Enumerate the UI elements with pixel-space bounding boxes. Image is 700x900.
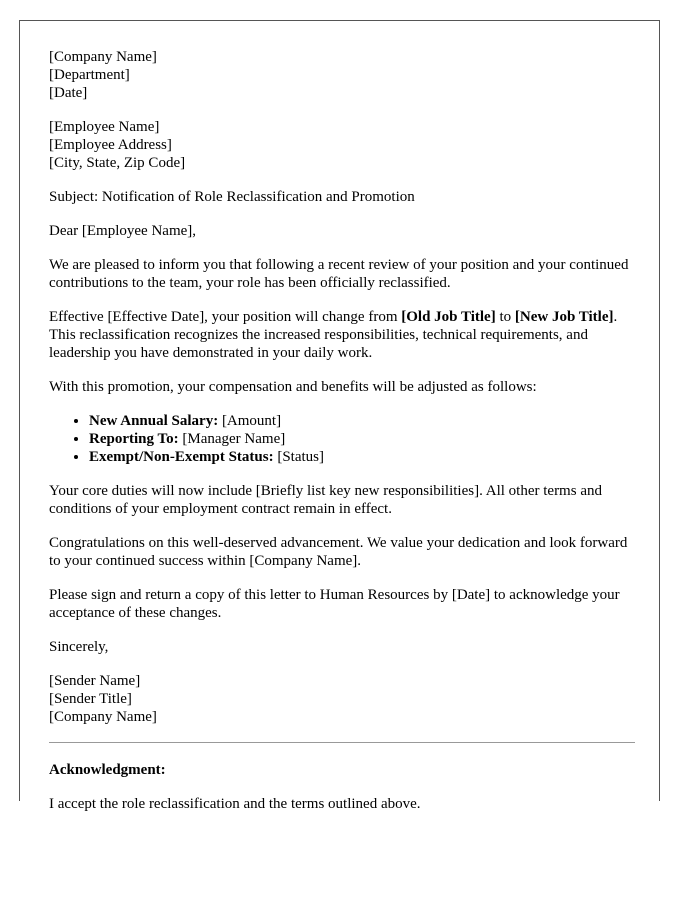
term-value: [Status] [273, 449, 325, 465]
letter-date: [Date] [49, 85, 88, 101]
letter-content [49, 48, 635, 829]
old-job-title: [Old Job Title] [401, 309, 496, 325]
signature-company: [Company Name] [49, 709, 157, 725]
intro-paragraph: We are pleased to inform you that following a recent review of your position and your continued contributions to the team, your role has been officially reclassified. [49, 257, 629, 291]
recipient-address [49, 118, 635, 172]
divider-wrap [49, 742, 635, 743]
effective-text-1: Effective [Effective Date], your position will change from [49, 309, 402, 325]
recipient-name: [Employee Name] [49, 119, 160, 135]
sender-company: [Company Name] [49, 49, 157, 65]
term-label: New Annual Salary: [89, 413, 219, 429]
term-value: [Amount] [218, 413, 282, 429]
subject-line: Subject: Notification of Role Reclassification and Promotion [49, 189, 415, 205]
sender-header [49, 48, 635, 102]
term-label: Reporting To: [89, 431, 179, 447]
compensation-intro: With this promotion, your compensation and benefits will be adjusted as follows: [49, 379, 537, 395]
effective-change-paragraph [49, 308, 635, 362]
sender-department: [Department] [49, 67, 130, 83]
section-divider [49, 742, 635, 743]
return-instructions-paragraph: Please sign and return a copy of this letter to Human Resources by [Date] to acknowledge your acceptance of these changes. [49, 587, 620, 621]
signature-block [49, 672, 635, 726]
recipient-street: [Employee Address] [49, 137, 172, 153]
acknowledgment-heading: Acknowledgment: [49, 762, 166, 778]
letter-page [19, 20, 660, 812]
acknowledgment-text: I accept the role reclassification and the terms outlined above. [49, 796, 421, 812]
duties-paragraph: Your core duties will now include [Briefly list key new responsibilities]. All other terms and conditions of your employment contract remain in effect. [49, 483, 602, 517]
list-item [89, 430, 635, 448]
list-item [89, 448, 635, 466]
sender-name: [Sender Name] [49, 673, 141, 689]
recipient-city: [City, State, Zip Code] [49, 155, 186, 171]
list-item [89, 412, 635, 430]
closing: Sincerely, [49, 639, 109, 655]
congratulations-paragraph: Congratulations on this well-deserved advancement. We value your dedication and look forward to your continued success within [Company Name]. [49, 535, 628, 569]
term-label: Exempt/Non-Exempt Status: [89, 449, 274, 465]
new-job-title: [New Job Title] [514, 309, 614, 325]
effective-text-2: to [495, 309, 515, 325]
term-value: [Manager Name] [178, 431, 286, 447]
terms-list [49, 412, 635, 466]
sender-title: [Sender Title] [49, 691, 132, 707]
salutation: Dear [Employee Name], [49, 223, 197, 239]
effective-text-3: . This reclassification recognizes the increased responsibilities, technical requirements, and leadership you have demonstrated in your daily work. [49, 309, 618, 361]
